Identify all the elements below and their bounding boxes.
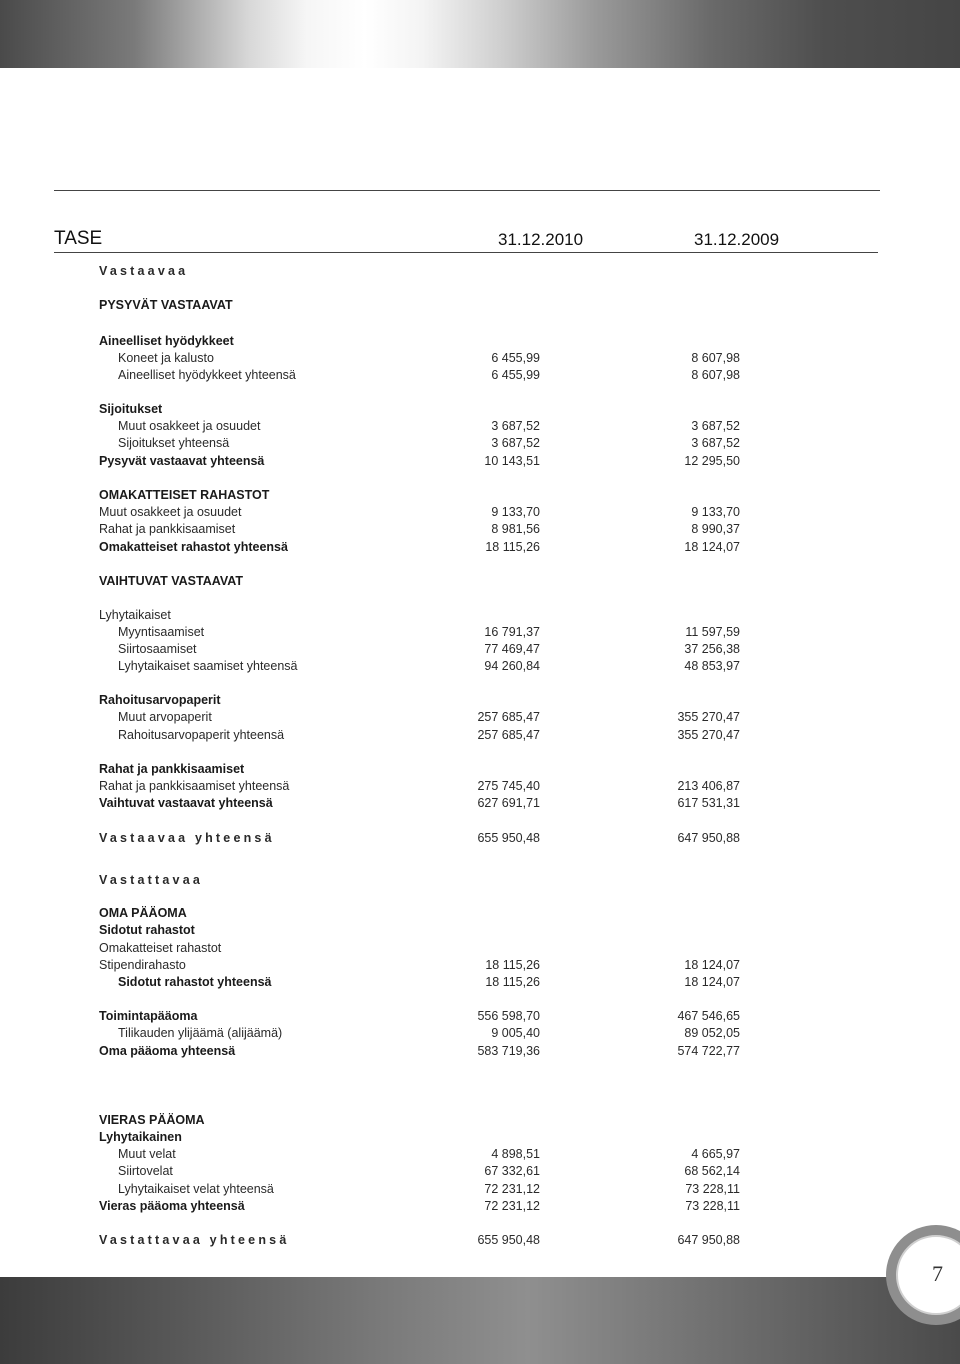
value-2009: 89 052,05 — [684, 1026, 740, 1040]
row-label: Sijoitukset yhteensä — [118, 436, 230, 450]
table-row — [0, 658, 960, 675]
table-row — [0, 539, 960, 556]
value-2010: 257 685,47 — [477, 710, 540, 724]
row-label: OMAKATTEISET RAHASTOT — [99, 488, 270, 502]
value-2009: 355 270,47 — [677, 710, 740, 724]
value-2010: 257 685,47 — [477, 728, 540, 742]
value-2010: 77 469,47 — [484, 642, 540, 656]
value-2010: 627 691,71 — [477, 796, 540, 810]
value-2009: 48 853,97 — [684, 659, 740, 673]
table-row — [0, 435, 960, 452]
table-row — [0, 418, 960, 435]
value-2009: 3 687,52 — [691, 436, 740, 450]
row-label: Koneet ja kalusto — [118, 351, 214, 365]
value-2010: 3 687,52 — [491, 436, 540, 450]
row-label: Myyntisaamiset — [118, 625, 205, 639]
row-label: Siirtosaamiset — [118, 642, 197, 656]
row-label: Oma pääoma yhteensä — [99, 1044, 236, 1058]
row-label: Sidotut rahastot — [99, 923, 195, 937]
row-label: Vastaavaa yhteensä — [99, 831, 275, 845]
value-2010: 9 133,70 — [491, 505, 540, 519]
table-row — [0, 401, 960, 418]
table-row — [0, 521, 960, 538]
row-label: Aineelliset hyödykkeet yhteensä — [118, 368, 296, 382]
table-row — [0, 709, 960, 726]
page-number-badge-inner — [896, 1235, 960, 1315]
row-label: Rahat ja pankkisaamiset yhteensä — [99, 779, 290, 793]
row-label: Lyhytaikaiset velat yhteensä — [118, 1182, 274, 1196]
value-2009: 12 295,50 — [684, 454, 740, 468]
bottom-decorative-band — [0, 1277, 960, 1364]
table-row — [0, 905, 960, 922]
row-label: Pysyvät vastaavat yhteensä — [99, 454, 265, 468]
value-2010: 655 950,48 — [477, 1233, 540, 1247]
table-row — [0, 624, 960, 641]
table-row — [0, 607, 960, 624]
page-title: TASE — [54, 228, 103, 249]
value-2009: 213 406,87 — [677, 779, 740, 793]
value-2010: 10 143,51 — [484, 454, 540, 468]
row-label: Muut velat — [118, 1147, 176, 1161]
table-row — [0, 573, 960, 590]
value-2010: 72 231,12 — [484, 1182, 540, 1196]
value-2009: 73 228,11 — [685, 1199, 740, 1213]
row-label: Vieras pääoma yhteensä — [99, 1199, 245, 1213]
row-label: Omakatteiset rahastot — [99, 941, 222, 955]
row-label: VIERAS PÄÄOMA — [99, 1113, 205, 1127]
table-row — [0, 1163, 960, 1180]
table-row — [0, 830, 960, 847]
value-2009: 9 133,70 — [691, 505, 740, 519]
table-row — [0, 333, 960, 350]
row-label: Rahoitusarvopaperit yhteensä — [118, 728, 285, 742]
row-label: Muut osakkeet ja osuudet — [99, 505, 242, 519]
table-row — [0, 795, 960, 812]
row-label: Lyhytaikaiset saamiset yhteensä — [118, 659, 298, 673]
table-row — [0, 692, 960, 709]
value-2009: 647 950,88 — [677, 831, 740, 845]
table-row — [0, 957, 960, 974]
row-label: Vastattavaa yhteensä — [99, 1233, 290, 1247]
value-2009: 617 531,31 — [677, 796, 740, 810]
table-row — [0, 367, 960, 384]
value-2010: 275 745,40 — [477, 779, 540, 793]
value-2009: 18 124,07 — [684, 958, 740, 972]
table-row — [0, 1112, 960, 1129]
row-label: Stipendirahasto — [99, 958, 186, 972]
value-2009: 8 607,98 — [691, 368, 740, 382]
value-2010: 556 598,70 — [477, 1009, 540, 1023]
top-rule — [54, 190, 880, 191]
value-2009: 467 546,65 — [677, 1009, 740, 1023]
table-row — [0, 1008, 960, 1025]
table-row — [0, 1198, 960, 1215]
row-label: Lyhytaikainen — [99, 1130, 182, 1144]
value-2010: 16 791,37 — [484, 625, 540, 639]
value-2010: 18 115,26 — [485, 958, 540, 972]
table-row — [0, 872, 960, 889]
table-row — [0, 1043, 960, 1060]
row-label: OMA PÄÄOMA — [99, 906, 187, 920]
row-label: Rahat ja pankkisaamiset — [99, 522, 236, 536]
row-label: Aineelliset hyödykkeet — [99, 334, 234, 348]
table-row — [0, 297, 960, 314]
value-2010: 8 981,56 — [491, 522, 540, 536]
value-2009: 18 124,07 — [684, 540, 740, 554]
value-2009: 11 597,59 — [685, 625, 740, 639]
value-2009: 68 562,14 — [684, 1164, 740, 1178]
value-2009: 8 990,37 — [691, 522, 740, 536]
value-2009: 3 687,52 — [691, 419, 740, 433]
row-label: Toimintapääoma — [99, 1009, 198, 1023]
value-2010: 655 950,48 — [477, 831, 540, 845]
row-label: Sidotut rahastot yhteensä — [118, 975, 272, 989]
value-2010: 6 455,99 — [491, 368, 540, 382]
table-row — [0, 453, 960, 470]
header-rule — [54, 252, 878, 253]
table-row — [0, 940, 960, 957]
value-2009: 8 607,98 — [691, 351, 740, 365]
column-header-2009: 31.12.2009 — [694, 230, 780, 249]
row-label: Vastaavaa — [99, 264, 189, 278]
value-2010: 18 115,26 — [485, 975, 540, 989]
table-row — [0, 922, 960, 939]
column-header-2010: 31.12.2010 — [498, 230, 584, 249]
value-2010: 67 332,61 — [484, 1164, 540, 1178]
row-label: Rahat ja pankkisaamiset — [99, 762, 245, 776]
table-row — [0, 504, 960, 521]
table-row — [0, 974, 960, 991]
row-label: Muut osakkeet ja osuudet — [118, 419, 261, 433]
row-label: Rahoitusarvopaperit — [99, 693, 221, 707]
table-row — [0, 1025, 960, 1042]
row-label: Tilikauden ylijäämä (alijäämä) — [118, 1026, 283, 1040]
value-2009: 18 124,07 — [684, 975, 740, 989]
page-number: 7 — [932, 1261, 943, 1286]
table-row — [0, 761, 960, 778]
value-2010: 583 719,36 — [477, 1044, 540, 1058]
table-row — [0, 1181, 960, 1198]
value-2010: 4 898,51 — [491, 1147, 540, 1161]
table-row — [0, 641, 960, 658]
row-label: Vastattavaa — [99, 873, 203, 887]
table-row — [0, 350, 960, 367]
value-2009: 73 228,11 — [685, 1182, 740, 1196]
top-decorative-band — [0, 0, 960, 68]
row-label: Vaihtuvat vastaavat yhteensä — [99, 796, 273, 810]
table-row — [0, 1129, 960, 1146]
table-row — [0, 1232, 960, 1249]
value-2009: 355 270,47 — [677, 728, 740, 742]
row-label: Sijoitukset — [99, 402, 163, 416]
value-2010: 18 115,26 — [485, 540, 540, 554]
table-row — [0, 263, 960, 280]
value-2010: 9 005,40 — [491, 1026, 540, 1040]
table-row — [0, 727, 960, 744]
value-2009: 4 665,97 — [691, 1147, 740, 1161]
row-label: Siirtovelat — [118, 1164, 173, 1178]
value-2009: 37 256,38 — [684, 642, 740, 656]
row-label: Muut arvopaperit — [118, 710, 212, 724]
value-2009: 647 950,88 — [677, 1233, 740, 1247]
value-2009: 574 722,77 — [677, 1044, 740, 1058]
value-2010: 6 455,99 — [491, 351, 540, 365]
row-label: VAIHTUVAT VASTAAVAT — [99, 574, 243, 588]
value-2010: 3 687,52 — [491, 419, 540, 433]
table-row — [0, 1146, 960, 1163]
value-2010: 72 231,12 — [484, 1199, 540, 1213]
table-row — [0, 778, 960, 795]
row-label: Lyhytaikaiset — [99, 608, 171, 622]
row-label: PYSYVÄT VASTAAVAT — [99, 298, 233, 312]
value-2010: 94 260,84 — [484, 659, 540, 673]
table-row — [0, 487, 960, 504]
row-label: Omakatteiset rahastot yhteensä — [99, 540, 288, 554]
